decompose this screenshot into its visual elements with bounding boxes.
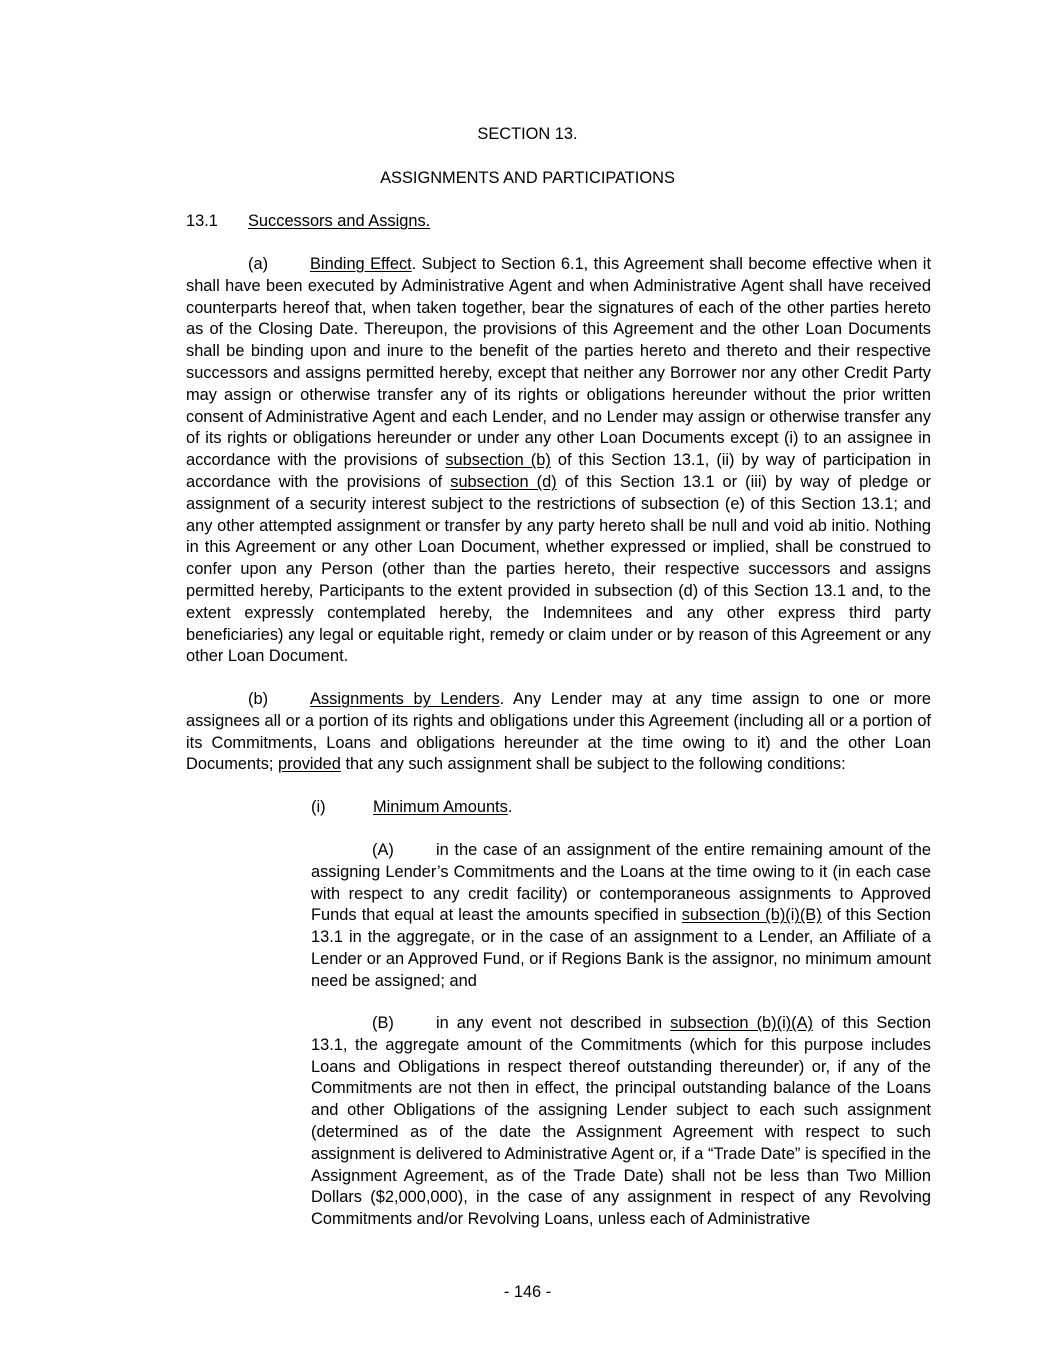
- paragraph-A-label: (A): [372, 841, 394, 859]
- section-title: ASSIGNMENTS AND PARTICIPATIONS: [380, 169, 675, 187]
- paragraph-B-label: (B): [372, 1014, 394, 1032]
- paragraph-i-heading: Minimum Amounts: [373, 798, 508, 816]
- subsection-b-i-B-reference: subsection (b)(i)(B): [681, 906, 822, 925]
- paragraph-b-label: (b): [248, 690, 269, 708]
- paragraph-a-text-3: of this Section 13.1 or (iii) by way of pledge or assignment of a security interest subject to the restrictions of subsection (e) of this Section 13.1; and any other attempted assignment or transfer by any party hereto shall be null and void ab initio. Nothing in this Agreement or any other Loan Document, whether expressed or implied, shall be construed to confer upon any Person (other than the parties hereto, their respective successors and assigns permitted hereby, Participants to the extent provided in subsection (d) of this Section 13.1 and, to the extent expressly contemplated hereby, the Indemnitees and any other express third party beneficiaries) any legal or equitable right, remedy or claim under or by reason of this Agreement or any other Loan Document.: [186, 472, 931, 666]
- paragraph-a-heading: Binding Effect: [310, 255, 412, 273]
- paragraph-a-label: (a): [248, 255, 269, 273]
- page-number: - 146 -: [503, 1283, 552, 1301]
- subsection-title: Successors and Assigns.: [248, 212, 431, 230]
- paragraph-b-heading: Assignments by Lenders: [310, 690, 500, 708]
- paragraph-A-text-2: of this Section 13.1 in the aggregate, or in the case of an assignment to a Lender, an Affiliate of a Lender or an Approved Fund, or if Regions Bank is the assignor, no minimum amount need be assigned; and: [311, 906, 931, 990]
- subsection-d-reference: subsection (d): [450, 472, 557, 491]
- paragraph-a-text-1: . Subject to Section 6.1, this Agreement shall become effective when it shall have been executed by Administrative Agent and when Administrative Agent shall have received counterparts hereof that, when taken together, bear the signatures of each of the other parties hereto as of the Closing Date. Thereupon, the provisions of this Agreement and the other Loan Documents shall be binding upon and inure to the benefit of the parties hereto and thereto and their respective successors and assigns permitted hereby, except that neither any Borrower nor any other Credit Party may assign or otherwise transfer any of its rights or obligations hereunder without the prior written consent of Administrative Agent and each Lender, and no Lender may assign or otherwise transfer any of its rights or obligations hereunder or under any other Loan Documents except (i) to an assignee in accordance with the provisions of: [186, 255, 932, 470]
- paragraph-b-text-2: that any such assignment shall be subject to the following conditions:: [340, 755, 846, 774]
- provided-term: provided: [278, 755, 341, 774]
- paragraph-i: [311, 797, 931, 819]
- subsection-number: 13.1: [186, 212, 218, 230]
- paragraph-i-period: .: [507, 798, 513, 816]
- subsection-b-i-A-reference: subsection (b)(i)(A): [670, 1014, 814, 1032]
- paragraph-A-text-1: in the case of an assignment of the entire remaining amount of the assigning Lender’s Commitments and the Loans at the time owing to it (in each case with respect to any credit facility) or contemporaneous assignments to Approved Funds that equal at least the amounts specified in: [311, 841, 931, 925]
- paragraph-B-text-1: in any event not described in: [436, 1014, 671, 1032]
- subsection-b-reference: subsection (b): [445, 451, 551, 470]
- subsection-heading: [186, 211, 430, 233]
- paragraph-b: [186, 689, 931, 776]
- section-number: SECTION 13.: [477, 125, 578, 143]
- paragraph-a: [186, 254, 931, 668]
- paragraph-b-text-1: . Any Lender may at any time assign to one or more assignees all or a portion of its rights and obligations under this Agreement (including all or a portion of its Commitments, Loans and obligations hereunder at the time owing to it) and the other Loan Documents;: [186, 690, 931, 774]
- paragraph-a-text-2: of this Section 13.1, (ii) by way of participation in accordance with the provisions of: [186, 451, 931, 491]
- paragraph-A: [311, 840, 931, 993]
- paragraph-B: [311, 1013, 931, 1231]
- paragraph-B-text-2: of this Section 13.1, the aggregate amount of the Commitments (which for this purpose includes Loans and Obligations in respect thereof outstanding thereunder) or, if any of the Commitments are not then in effect, the principal outstanding balance of the Loans and other Obligations of the assigning Lender subject to each such assignment (determined as of the date the Assignment Agreement with respect to such assignment is delivered to Administrative Agent or, if a “Trade Date” is specified in the Assignment Agreement, as of the Trade Date) shall not be less than Two Million Dollars ($2,000,000), in the case of any assignment in respect of any Revolving Commitments and/or Revolving Loans, unless each of Administrative: [311, 1014, 931, 1229]
- paragraph-i-label: (i): [311, 798, 326, 816]
